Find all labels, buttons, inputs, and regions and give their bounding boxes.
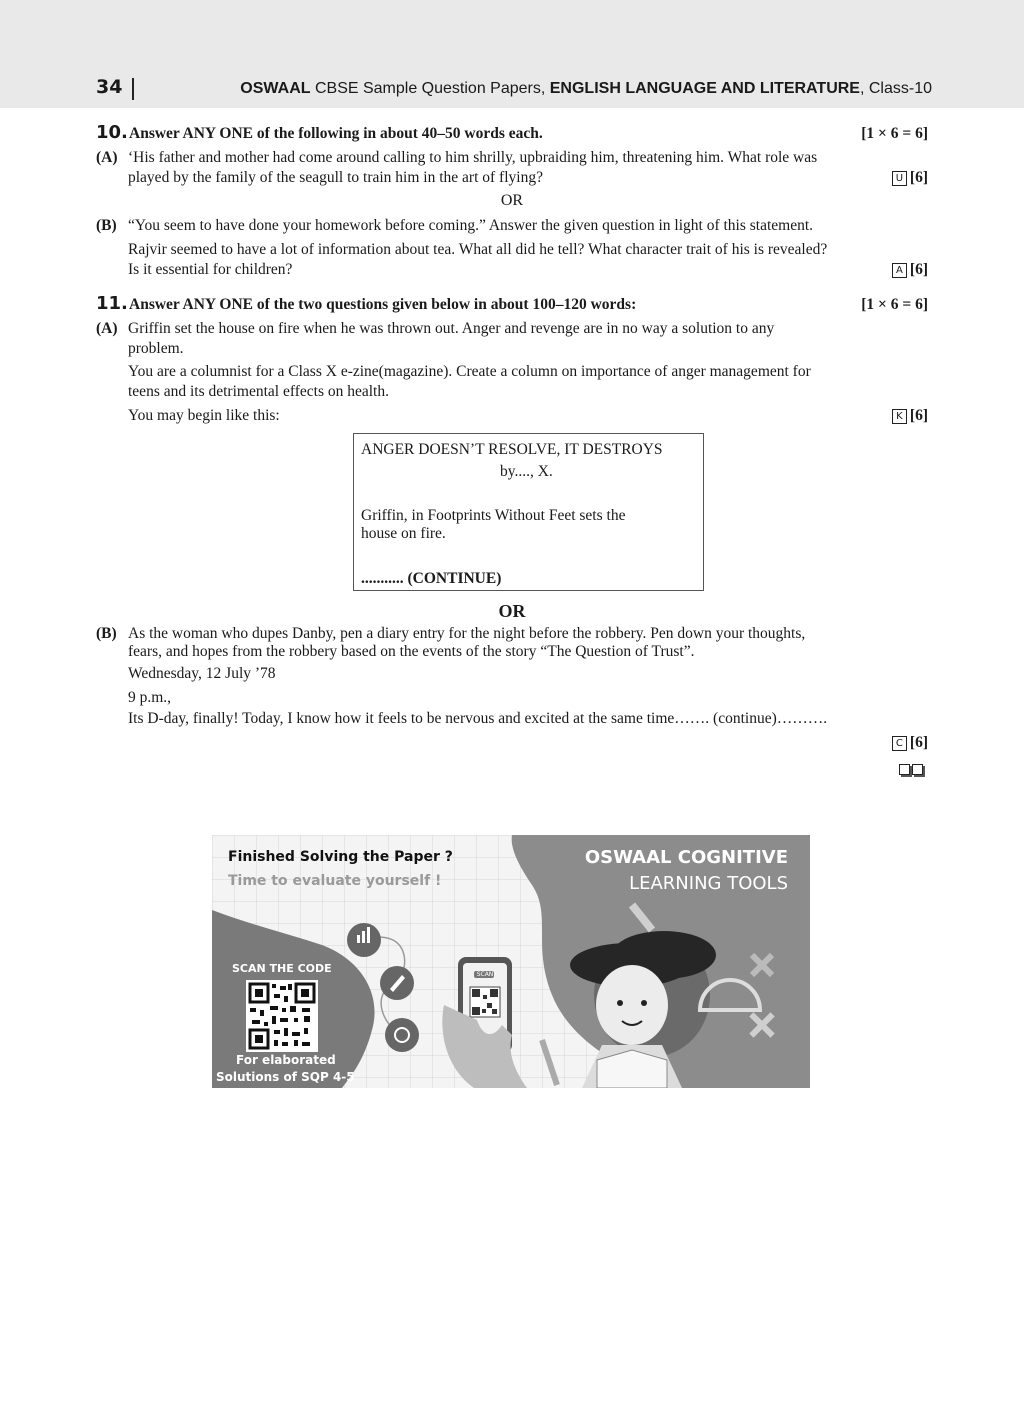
column-text-line1: Griffin, in Footprints Without Feet sets the <box>361 507 626 524</box>
q11-option-a-line5: You may begin like this: <box>128 407 280 424</box>
q11-option-b-marks <box>892 734 928 752</box>
marks-value: [6] <box>909 734 928 751</box>
banner-footer-line2: Solutions of SQP 4-5 <box>216 1070 355 1084</box>
marks-value: [6] <box>909 261 928 278</box>
q10-option-b-label: (B) <box>96 217 117 234</box>
cognitive-tools-banner <box>212 835 810 1088</box>
brand-name: OSWAAL <box>240 80 311 97</box>
question-10-number: 10. <box>96 122 128 143</box>
qr-code-pattern <box>246 980 318 1052</box>
header-divider <box>132 78 134 100</box>
page-number: 34 <box>96 76 123 98</box>
q10-option-a-label: (A) <box>96 149 118 166</box>
diary-start: Its D-day, finally! Today, I know how it feels to be nervous and excited at the same time……. (continue)………. <box>128 710 828 727</box>
banner-headline: Finished Solving the Paper ? <box>228 849 453 865</box>
marks-value: [6] <box>909 407 928 424</box>
q11-or-divider: OR <box>498 601 526 621</box>
q11-option-b-line2: fears, and hopes from the robbery based on the events of the story “The Question of Trust”. <box>128 643 695 660</box>
diary-time: 9 p.m., <box>128 689 172 706</box>
banner-subheadline: Time to evaluate yourself ! <box>228 873 442 889</box>
column-sample-box <box>353 433 704 591</box>
q10-or-divider: OR <box>500 192 524 209</box>
end-of-paper-marker <box>899 760 925 779</box>
q10-option-b-line2: Rajvir seemed to have a lot of information about tea. What all did he tell? What character trait of his is revealed? <box>128 241 828 258</box>
q11-option-a-line4: teens and its detrimental effects on health. <box>128 383 389 400</box>
continue-text: ........... (CONTINUE) <box>361 570 502 587</box>
banner-brand-line2: LEARNING TOOLS <box>629 873 788 894</box>
q11-option-a-label: (A) <box>96 320 118 337</box>
q11-option-a-line2: problem. <box>128 340 184 357</box>
q11-option-a-marks <box>892 407 928 425</box>
class-label: , Class-10 <box>859 80 932 97</box>
creating-badge: C <box>892 736 907 751</box>
question-11-marks: [1 × 6 = 6] <box>861 296 928 313</box>
q10-option-b-line3: Is it essential for children? <box>128 261 293 278</box>
q10-option-a-marks <box>892 169 928 187</box>
scan-label: SCAN THE CODE <box>232 962 332 975</box>
q10-option-a-line2: played by the family of the seagull to train him in the art of flying? <box>128 169 543 186</box>
analysis-badge: A <box>892 263 907 278</box>
q11-option-a-line3: You are a columnist for a Class X e-zine(magazine). Create a column on importance of anger management for <box>128 363 811 380</box>
q11-option-b-label: (B) <box>96 625 117 642</box>
question-11-instruction: Answer ANY ONE of the two questions given below in about 100–120 words: <box>129 296 637 313</box>
phone-scan-label: SCAN <box>476 971 494 978</box>
column-byline: by...., X. <box>500 463 553 480</box>
banner-brand-line1: OSWAAL COGNITIVE <box>584 847 788 868</box>
q11-option-a-line1: Griffin set the house on fire when he was thrown out. Anger and revenge are in no way a solution to any <box>128 320 775 337</box>
banner-footer-line1: For elaborated <box>236 1053 336 1067</box>
question-11-number: 11. <box>96 293 128 314</box>
qr-code[interactable] <box>246 980 318 1052</box>
q10-option-b-marks <box>892 261 928 279</box>
subject-name: ENGLISH LANGUAGE AND LITERATURE <box>549 80 860 97</box>
column-continue <box>361 569 501 589</box>
marks-value: [6] <box>909 169 928 186</box>
column-title: ANGER DOESN’T RESOLVE, IT DESTROYS <box>361 441 663 458</box>
running-title <box>240 80 932 98</box>
diary-date: Wednesday, 12 July ’78 <box>128 665 276 682</box>
q10-option-b-line1: “You seem to have done your homework before coming.” Answer the given question in light of this statement. <box>128 217 814 234</box>
question-10-marks: [1 × 6 = 6] <box>861 125 928 142</box>
title-middle: CBSE Sample Question Papers, <box>310 80 550 97</box>
understanding-badge: U <box>892 171 907 186</box>
q11-option-b-line1: As the woman who dupes Danby, pen a diary entry for the night before the robbery. Pen down your thoughts, <box>128 625 806 642</box>
question-10-instruction: Answer ANY ONE of the following in about 40–50 words each. <box>129 125 543 142</box>
column-text-line2: house on fire. <box>361 525 446 542</box>
q10-option-a-line1: ‘His father and mother had come around calling to him shrilly, upbraiding him, threatening him. What role was <box>128 149 818 166</box>
knowledge-badge: K <box>892 409 907 424</box>
